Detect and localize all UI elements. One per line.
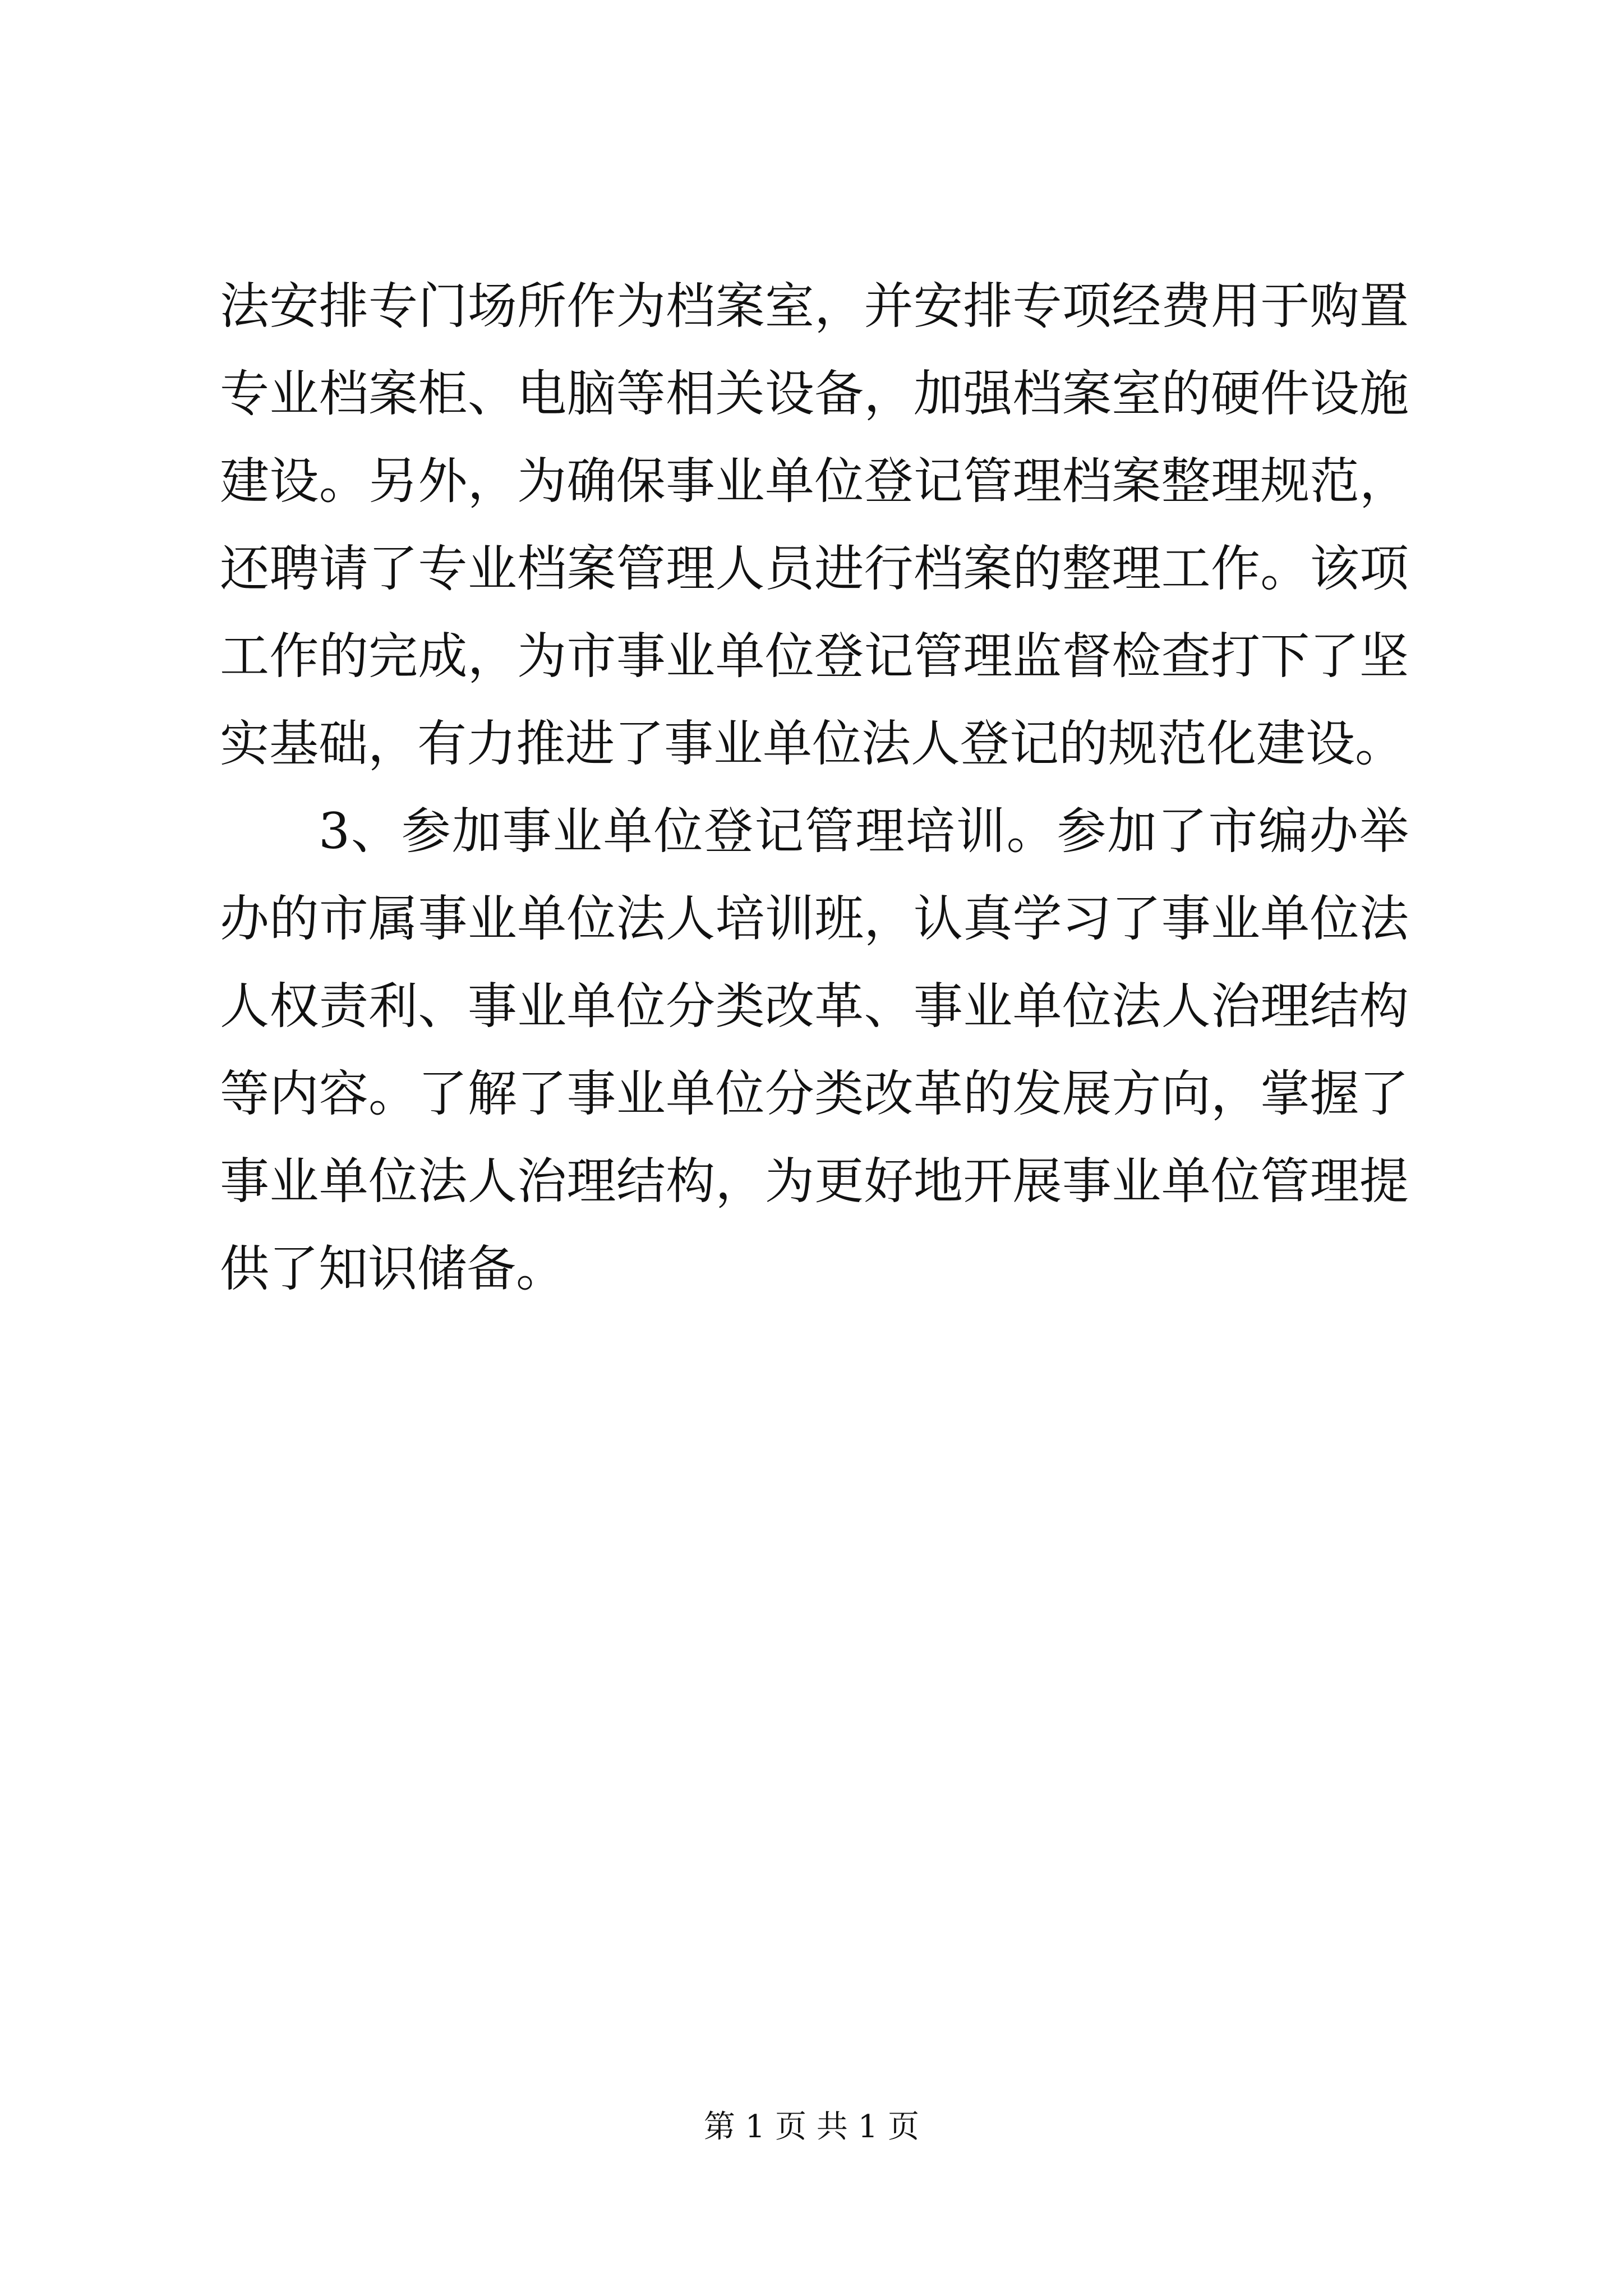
paragraph-continuation: 法安排专门场所作为档案室，并安排专项经费用于购置专业档案柜、电脑等相关设备，加强档案室的硬件设施建设。另外，为确保事业单位登记管理档案整理规范，还聘请了专业档案管理人员进行档案的整理工作。该项工作的完成，为市事业单位登记管理监督检查打下了坚实基础，有力推进了事业单位法人登记的规范化建设。 bbox=[220, 277, 1409, 772]
page-number-label: 第 1 页 共 1 页 bbox=[703, 2109, 920, 2145]
document-body bbox=[220, 263, 1409, 1313]
page-footer bbox=[0, 2105, 1623, 2150]
paragraph-training: 3、参加事业单位登记管理培训。参加了市编办举办的市属事业单位法人培训班，认真学习了事业单位法人权责利、事业单位分类改革、事业单位法人治理结构等内容。了解了事业单位分类改革的发展方向，掌握了事业单位法人治理结构，为更好地开展事业单位管理提供了知识储备。 bbox=[220, 802, 1409, 1297]
